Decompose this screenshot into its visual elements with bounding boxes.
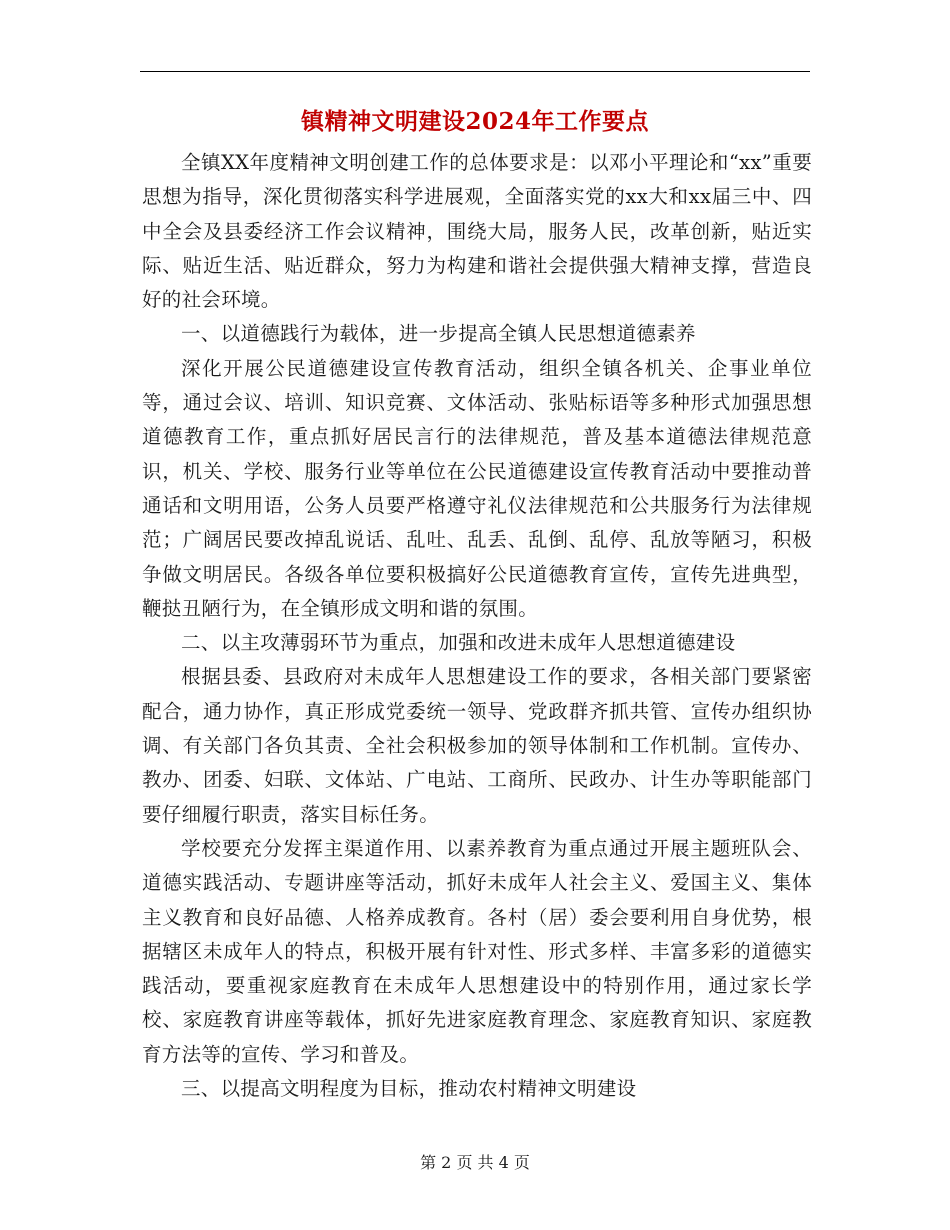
section-heading-3: 三、以提高文明程度为目标，推动农村精神文明建设	[181, 1077, 637, 1101]
section-2-paragraph-2: 学校要充分发挥主渠道作用、以素养教育为重点通过开展主题班队会、道德实践活动、专题讲座等活动，抓好未成年人社会主义、爱国主义、集体主义教育和良好品德、人格养成教育。各村（居）委会要利用自身优势，根据辖区未成年人的特点，积极开展有针对性、形式多样、丰富多彩的道德实践活动，要重视家庭教育在未成年人思想建设中的特别作用，通过家长学校、家庭教育讲座等载体，抓好先进家庭教育理念、家庭教育知识、家庭教育方法等的宣传、学习和普及。	[142, 836, 812, 1066]
section-2-paragraph-1: 根据县委、县政府对未成年人思想建设工作的要求，各相关部门要紧密配合，通力协作，真正形成党委统一领导、党政群齐抓共管、宣传办组织协调、有关部门各负其责、全社会积极参加的领导体制和工作机制。宣传办、教办、团委、妇联、文体站、广电站、工商所、民政办、计生办等职能部门要仔细履行职责，落实目标任务。	[142, 665, 812, 826]
intro-paragraph: 全镇XX年度精神文明创建工作的总体要求是：以邓小平理论和“xx”重要思想为指导，深化贯彻落实科学进展观，全面落实党的xx大和xx届三中、四中全会及县委经济工作会议精神，围绕大局，服务人民，改革创新，贴近实际、贴近生活、贴近群众，努力为构建和谐社会提供强大精神支撑，营造良好的社会环境。	[142, 151, 812, 312]
header-rule	[140, 71, 810, 72]
section-heading-1: 一、以道德践行为载体，进一步提高全镇人民思想道德素养	[181, 322, 696, 346]
section-heading-2: 二、以主攻薄弱环节为重点，加强和改进未成年人思想道德建设	[181, 631, 736, 655]
document-body	[142, 146, 812, 1106]
page-number-footer: 第 2 页 共 4 页	[420, 1153, 530, 1172]
section-1-paragraph: 深化开展公民道德建设宣传教育活动，组织全镇各机关、企事业单位等，通过会议、培训、知识竞赛、文体活动、张贴标语等多种形式加强思想道德教育工作，重点抓好居民言行的法律规范，普及基本道德法律规范意识，机关、学校、服务行业等单位在公民道德建设宣传教育活动中要推动普通话和文明用语，公务人员要严格遵守礼仪法律规范和公共服务行为法律规范；广阔居民要改掉乱说话、乱吐、乱丢、乱倒、乱停、乱放等陋习，积极争做文明居民。各级各单位要积极搞好公民道德教育宣传，宣传先进典型，鞭挞丑陋行为，在全镇形成文明和谐的氛围。	[142, 356, 812, 620]
document-title: 镇精神文明建设2024年工作要点	[300, 108, 649, 135]
